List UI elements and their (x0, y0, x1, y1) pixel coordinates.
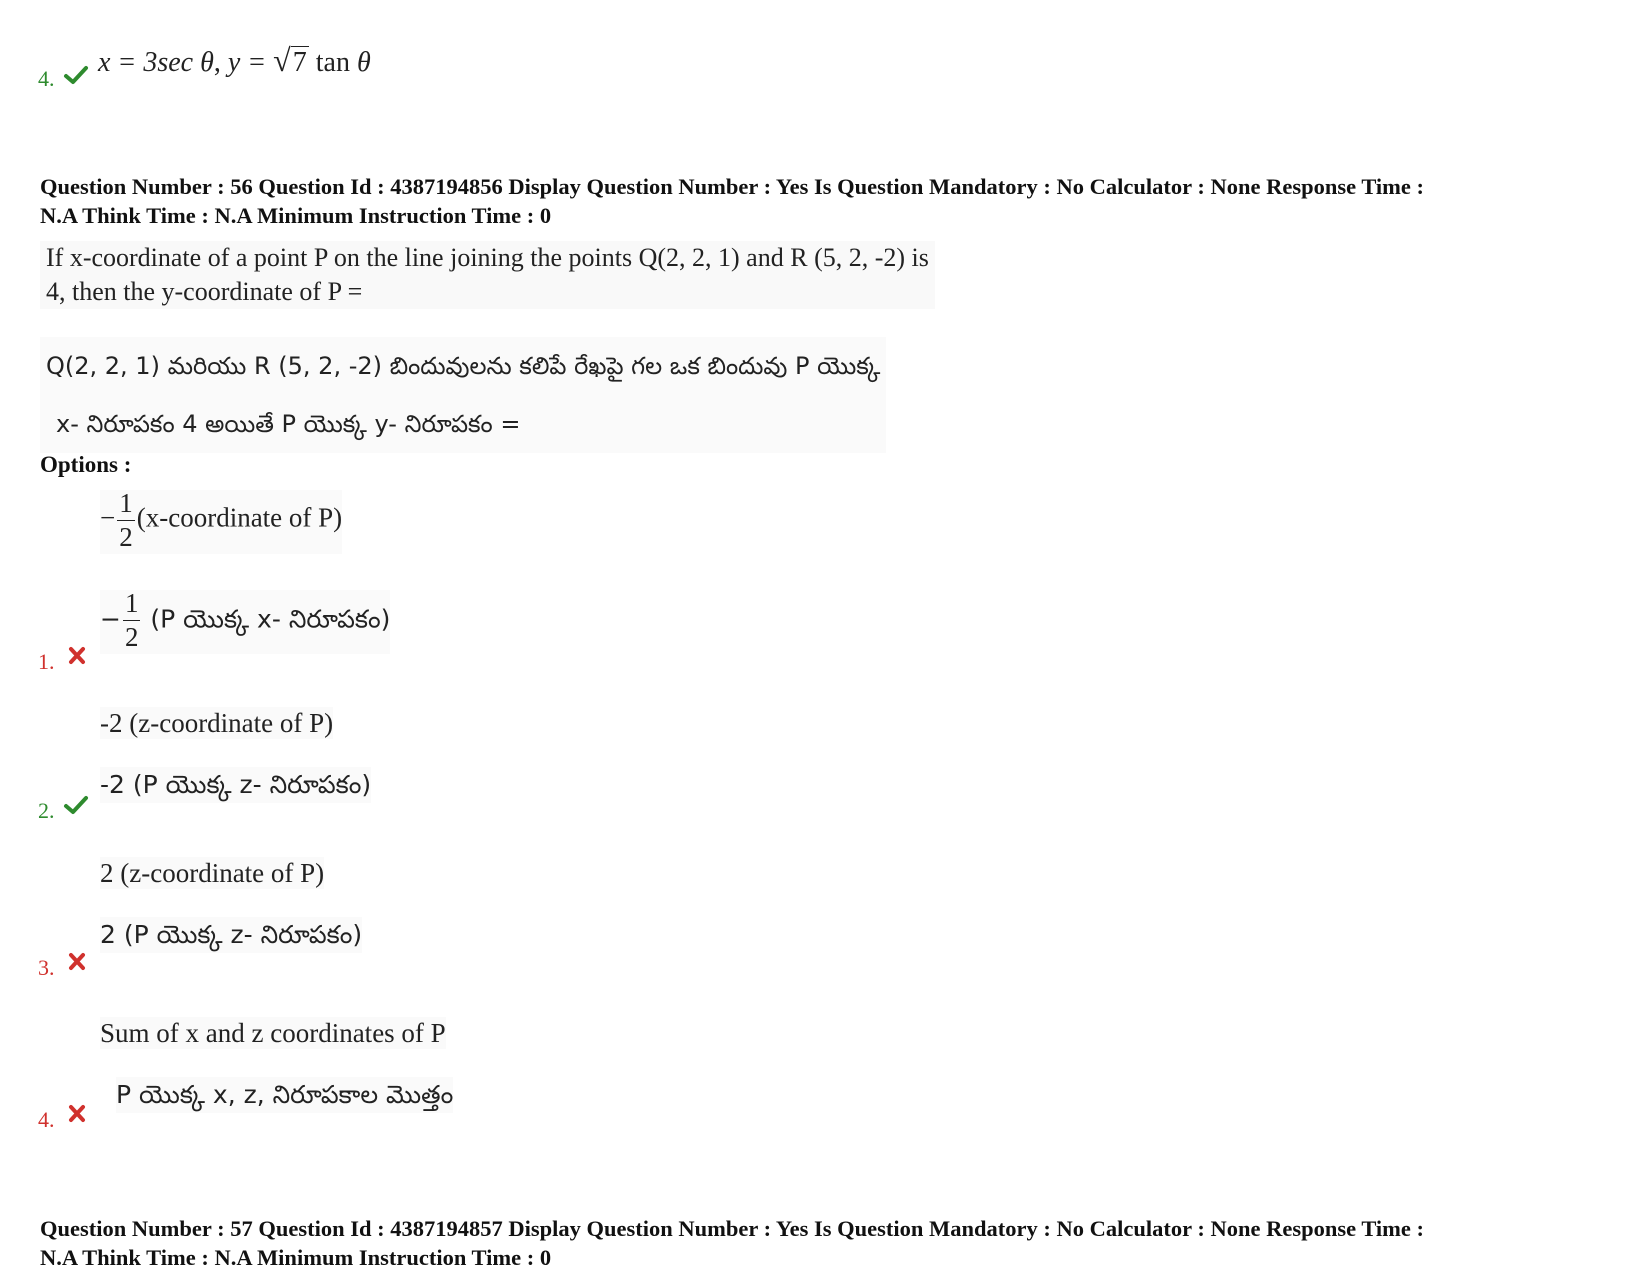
question-header (40, 1214, 1620, 1272)
option-1-te: − $\frac{1}{2}$ (P యొక్క x- నిరూపకం) (100, 588, 391, 652)
sqrt-symbol: √ (273, 42, 291, 78)
option-number: 4. (38, 1107, 55, 1132)
option-number: 2. (38, 798, 55, 823)
cross-icon (65, 1103, 91, 1125)
option-2-te: -2 (P యొక్క z- నిరూపకం) (100, 767, 371, 803)
option-3-te: 2 (P యొక్క z- నిరూపకం) (100, 917, 362, 953)
cross-icon (65, 951, 91, 973)
option-formula: x = 3sec θ, y = √7 tan θ (98, 42, 371, 78)
option-1-en: − $\frac{1}{2}$ (x-coordinate of P) (100, 488, 343, 552)
options-label: Options : (40, 452, 132, 477)
question-header-line2: N.A Think Time : N.A Minimum Instruction Time : 0 (40, 1245, 552, 1270)
question-header-line1: Question Number : 56 Question Id : 4387194856 Display Question Number : Yes Is Question Mandatory : No Calculator : None Response Time : (40, 174, 1425, 199)
check-icon (63, 64, 89, 86)
option-number: 4. (38, 66, 55, 91)
option-4-te: P యొక్క x, z, నిరూపకాల మొత్తం (116, 1077, 453, 1113)
radicand: 7 (292, 47, 307, 78)
question-text-en (40, 241, 935, 309)
option-number: 1. (38, 649, 55, 674)
option-2-en: -2 (z-coordinate of P) (100, 708, 334, 738)
question-text-te (40, 337, 886, 453)
question-en-line1: If x-coordinate of a point P on the line joining the points Q(2, 2, 1) and R (5, 2, -2) is (46, 243, 929, 272)
option-3-en: 2 (z-coordinate of P) (100, 858, 325, 888)
check-icon (63, 794, 89, 816)
question-te-line1: Q(2, 2, 1) మరియు R (5, 2, -2) బిందువులను కలిపే రేఖపై గల ఒక బిందువు P యొక్క (46, 352, 881, 380)
cross-icon (65, 645, 91, 667)
fraction: $\frac{1}{2}$ (124, 588, 139, 652)
question-en-line2: 4, then the y-coordinate of P = (46, 277, 363, 306)
question-header (40, 172, 1620, 230)
fraction: $\frac{1}{2}$ (119, 488, 133, 552)
question-header-line2: N.A Think Time : N.A Minimum Instruction Time : 0 (40, 203, 552, 228)
option-number: 3. (38, 955, 55, 980)
question-header-line1: Question Number : 57 Question Id : 4387194857 Display Question Number : Yes Is Question Mandatory : No Calculator : None Response Time : (40, 1216, 1425, 1241)
option-4-en: Sum of x and z coordinates of P (100, 1018, 446, 1048)
question-te-line2: x- నిరూపకం 4 అయితే P యొక్క y- నిరూపకం = (56, 410, 521, 438)
